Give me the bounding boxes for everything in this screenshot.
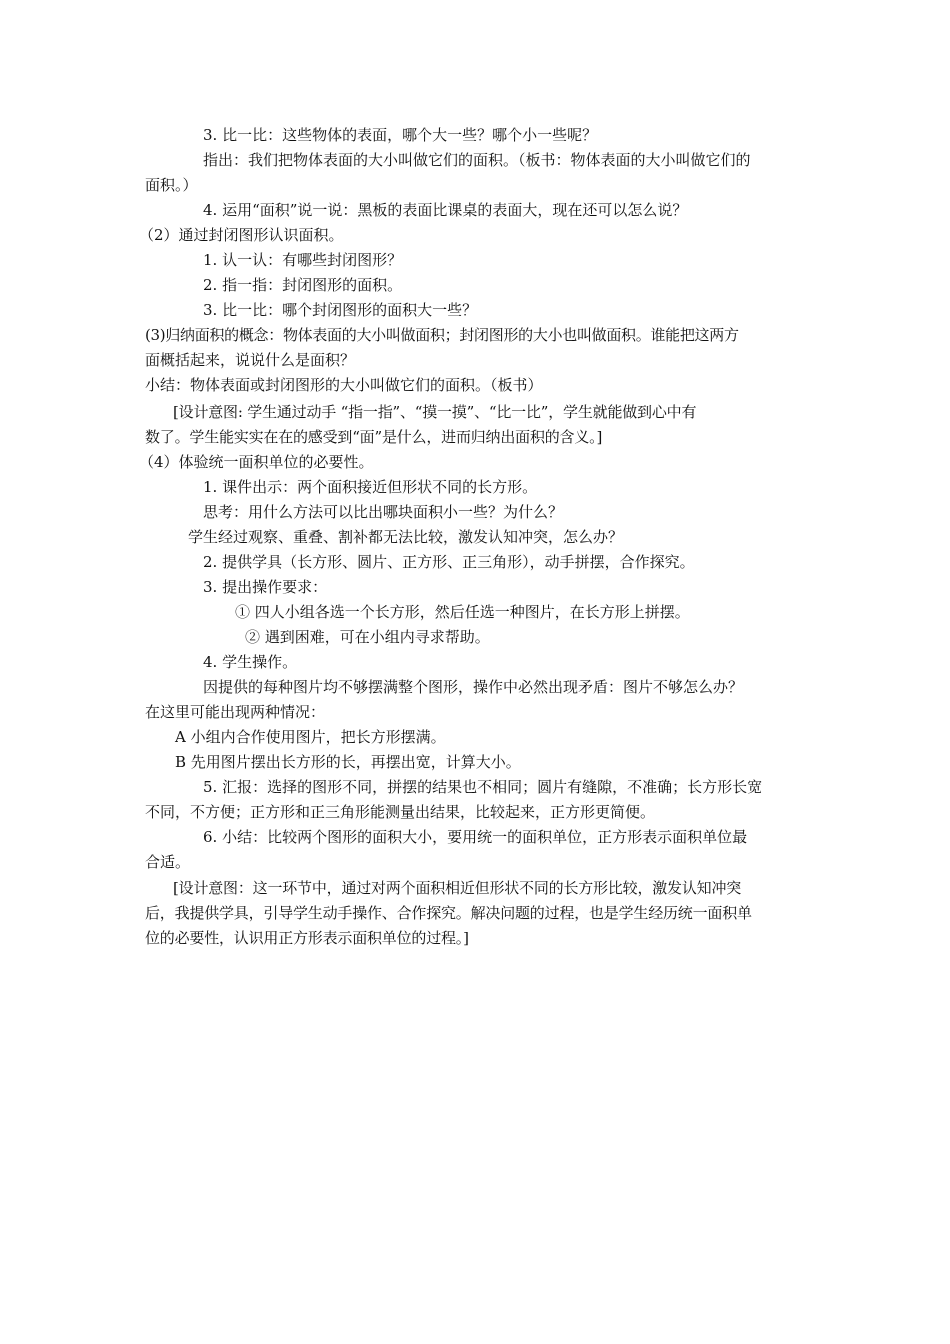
text-line: 合适。 — [145, 853, 191, 871]
text-line: 4. 运用“面积”说一说：黑板的表面比课桌的表面大，现在还可以怎么说？ — [203, 201, 688, 219]
text-line: 不同，不方便；正方形和正三角形能测量出结果，比较起来，正方形更简便。 — [145, 803, 656, 821]
text-line: 3. 提出操作要求： — [203, 578, 328, 596]
summary-line: 小结：物体表面或封闭图形的大小叫做它们的面积。（板书） — [145, 376, 543, 394]
text-line: 2. 指一指：封闭图形的面积。 — [203, 276, 403, 294]
design-intent-note: 后，我提供学具，引导学生动手操作、合作探究。解决问题的过程，也是学生经历统一面积单 — [145, 904, 752, 922]
text-line: 因提供的每种图片均不够摆满整个图形，操作中必然出现矛盾：图片不够怎么办？ — [203, 678, 744, 696]
text-line: 6. 小结：比较两个图形的面积大小，要用统一的面积单位，正方形表示面积单位最 — [203, 828, 748, 846]
list-item: A 小组内合作使用图片，把长方形摆满。 — [175, 728, 446, 746]
design-intent-note: 数了。学生能实实在在的感受到“面”是什么，进而归纳出面积的含义。] — [145, 428, 603, 446]
list-item: ② 遇到困难，可在小组内寻求帮助。 — [245, 628, 490, 646]
text-line: 指出：我们把物体表面的大小叫做它们的面积。（板书：物体表面的大小叫做它们的 — [203, 151, 751, 169]
design-intent-note: 位的必要性，认识用正方形表示面积单位的过程。] — [145, 929, 469, 947]
text-line: 1. 认一认：有哪些封闭图形？ — [203, 251, 403, 269]
text-line: 3. 比一比：这些物体的表面，哪个大一些？哪个小一些呢？ — [203, 126, 598, 144]
text-line: 3. 比一比：哪个封闭图形的面积大一些？ — [203, 301, 478, 319]
design-intent-note: [设计意图：这一环节中，通过对两个面积相近但形状不同的长方形比较，激发认知冲突 — [173, 879, 742, 897]
section-heading: (3)归纳面积的概念：物体表面的大小叫做面积；封闭图形的大小也叫做面积。谁能把这两方 — [145, 326, 739, 344]
list-item: B 先用图片摆出长方形的长，再摆出宽，计算大小。 — [175, 753, 521, 771]
text-line: 5. 汇报：选择的图形不同，拼摆的结果也不相同；圆片有缝隙，不准确；长方形长宽 — [203, 778, 763, 796]
text-line: 4. 学生操作。 — [203, 653, 298, 671]
text-line: 1. 课件出示：两个面积接近但形状不同的长方形。 — [203, 478, 538, 496]
section-heading: （2）通过封闭图形认识面积。 — [139, 226, 344, 244]
text-line: 面概括起来，说说什么是面积？ — [145, 351, 356, 369]
text-line: 面积。） — [145, 176, 198, 194]
text-line: 学生经过观察、重叠、割补都无法比较，激发认知冲突，怎么办？ — [188, 528, 624, 546]
section-heading: （4）体验统一面积单位的必要性。 — [139, 453, 374, 471]
text-line: 在这里可能出现两种情况： — [145, 703, 326, 721]
list-item: ① 四人小组各选一个长方形，然后任选一种图片，在长方形上拼摆。 — [235, 603, 690, 621]
design-intent-note: [设计意图: 学生通过动手 “指一指”、“摸一摸”、“比一比”，学生就能做到心中有 — [173, 403, 697, 421]
text-line: 思考：用什么方法可以比出哪块面积小一些？为什么？ — [203, 503, 564, 521]
text-line: 2. 提供学具（长方形、圆片、正方形、正三角形），动手拼摆，合作探究。 — [203, 553, 695, 571]
